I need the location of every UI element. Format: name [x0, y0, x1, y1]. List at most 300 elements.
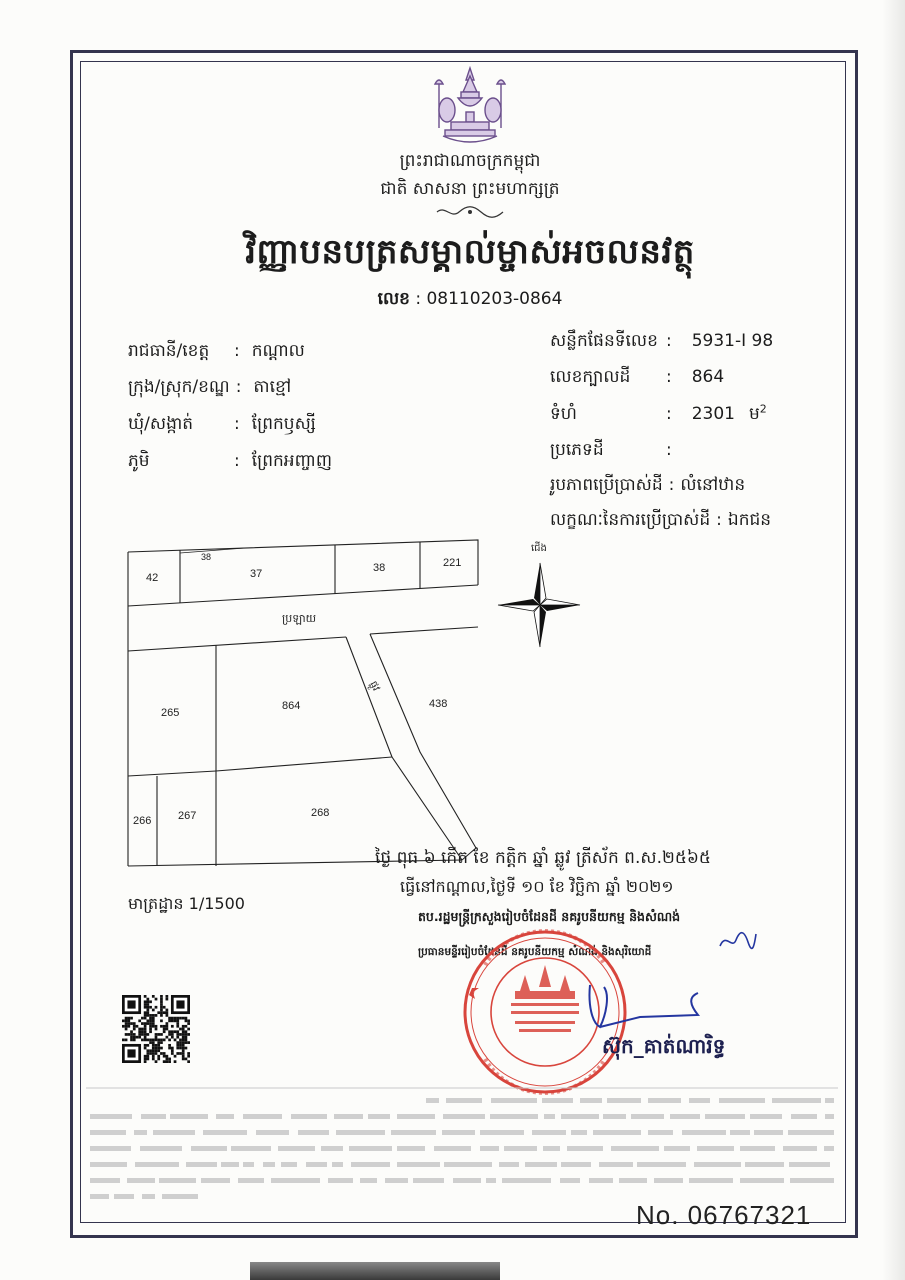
qr-module	[176, 1041, 179, 1044]
qr-module	[155, 1044, 158, 1047]
qr-module	[125, 1028, 128, 1031]
fine-print-line	[599, 1162, 633, 1167]
qr-module	[176, 1036, 179, 1039]
fine-print-line	[90, 1194, 109, 1199]
fine-print-line	[580, 1098, 602, 1103]
fine-print-line	[504, 1146, 537, 1151]
parcel-label: 37	[250, 568, 263, 580]
separator: :	[235, 377, 242, 397]
qr-module	[174, 1039, 177, 1042]
qr-module	[152, 1044, 155, 1047]
fine-print-line	[637, 1162, 686, 1167]
land-use-row	[550, 474, 745, 499]
fine-print-line	[271, 1178, 320, 1183]
qr-module	[149, 1014, 152, 1017]
fine-print-line	[203, 1130, 247, 1135]
qr-module	[171, 1049, 174, 1052]
parcel-label: 266	[133, 815, 152, 827]
qr-module	[179, 1052, 182, 1055]
parcel-label: 268	[311, 807, 330, 819]
qr-module	[144, 1033, 147, 1036]
qr-module	[146, 1022, 149, 1025]
qr-finder	[127, 1000, 135, 1008]
qr-module	[185, 1033, 188, 1036]
fine-print-line	[825, 1114, 834, 1119]
qr-module	[152, 1055, 155, 1058]
qr-module	[149, 1017, 152, 1020]
fine-print-line	[142, 1194, 155, 1199]
fine-print-line	[730, 1130, 750, 1135]
qr-module	[146, 1000, 149, 1003]
qr-module	[136, 1036, 139, 1039]
qr-module	[182, 1025, 185, 1028]
certificate-title: វិញ្ញាបនបត្រសម្គាល់ម្ចាស់អចលនវត្ថុ	[245, 232, 695, 272]
qr-module	[160, 1006, 163, 1009]
land-type-label: ប្រភេទដី	[550, 440, 604, 460]
road-label: ផ្លូវ	[367, 679, 382, 693]
qr-module	[171, 1033, 174, 1036]
qr-module	[130, 1017, 133, 1020]
qr-module	[146, 1033, 149, 1036]
qr-module	[179, 1047, 182, 1050]
qr-module	[174, 1017, 177, 1020]
fine-print-line	[444, 1162, 492, 1167]
fine-print-line	[216, 1114, 234, 1119]
qr-module	[160, 1009, 163, 1012]
qr-module	[187, 1028, 190, 1031]
qr-module	[149, 1006, 152, 1009]
qr-module	[176, 1052, 179, 1055]
fine-print-line	[480, 1130, 524, 1135]
qr-module	[146, 1014, 149, 1017]
qr-module	[152, 1041, 155, 1044]
qr-module	[144, 1036, 147, 1039]
qr-module	[157, 1058, 160, 1061]
qr-module	[152, 1052, 155, 1055]
qr-module	[160, 1000, 163, 1003]
qr-module	[157, 1033, 160, 1036]
qr-module	[125, 1017, 128, 1020]
fine-print-line	[544, 1114, 555, 1119]
fine-print-line	[745, 1162, 784, 1167]
map-sheet-row	[550, 330, 773, 355]
qr-module	[155, 1025, 158, 1028]
fine-print-line	[134, 1130, 147, 1135]
issuing-office: ប្រធានមន្ទីររៀបចំដែនដី នគរូបនីយកម្ម សំណង់ និងសុរិយោដី	[418, 946, 652, 958]
fine-print-line	[740, 1178, 784, 1183]
fine-print-line	[391, 1130, 436, 1135]
qr-module	[130, 1039, 133, 1042]
qr-module	[127, 1022, 130, 1025]
qr-module	[125, 1039, 128, 1042]
qr-module	[163, 1060, 166, 1063]
use-character-value: ឯកជន	[727, 510, 772, 530]
qr-module	[130, 1030, 133, 1033]
parcel-label: 265	[161, 707, 180, 719]
qr-module	[166, 1036, 169, 1039]
qr-module	[163, 1030, 166, 1033]
qr-module	[185, 1030, 188, 1033]
qr-module	[144, 995, 147, 998]
qr-module	[166, 1014, 169, 1017]
qr-module	[176, 1044, 179, 1047]
qr-module	[160, 1019, 163, 1022]
parcel-label: 38	[201, 552, 212, 562]
royal-emblem-icon	[425, 66, 515, 148]
fine-print-line	[281, 1162, 297, 1167]
fine-print-line	[397, 1114, 435, 1119]
qr-module	[185, 1047, 188, 1050]
qr-module	[176, 1017, 179, 1020]
fine-print-line	[788, 1130, 834, 1135]
fine-print-line	[291, 1114, 327, 1119]
qr-module	[174, 1019, 177, 1022]
district-label: ក្រុង/ស្រុក/ខណ្ឌ	[128, 377, 230, 397]
fine-print-line	[243, 1114, 282, 1119]
fine-print-line	[191, 1146, 227, 1151]
qr-module	[141, 1028, 144, 1031]
qr-module	[127, 1025, 130, 1028]
commune-value: ព្រែកឫស្សី	[251, 414, 316, 434]
qr-finder	[176, 1000, 184, 1008]
fine-print-line	[434, 1146, 471, 1151]
qr-module	[157, 1044, 160, 1047]
qr-module	[182, 1033, 185, 1036]
qr-module	[152, 1017, 155, 1020]
qr-module	[155, 1039, 158, 1042]
qr-module	[157, 1047, 160, 1050]
qr-module	[168, 1033, 171, 1036]
qr-module	[152, 1014, 155, 1017]
separator: :	[716, 510, 722, 530]
fine-print-line	[201, 1178, 230, 1183]
fine-print-line	[385, 1178, 408, 1183]
qr-module	[166, 1025, 169, 1028]
qr-module	[138, 1019, 141, 1022]
qr-module	[176, 1019, 179, 1022]
area-row	[550, 402, 767, 428]
fine-print-line	[689, 1178, 733, 1183]
qr-module	[152, 1039, 155, 1042]
certificate-number-value: 08110203-0864	[426, 289, 563, 309]
qr-module	[146, 1011, 149, 1014]
fine-print-line	[243, 1162, 254, 1167]
fine-print	[86, 1086, 838, 1216]
qr-module	[127, 1019, 130, 1022]
qr-module	[155, 1047, 158, 1050]
fine-print-line	[90, 1162, 127, 1167]
qr-module	[174, 1060, 177, 1063]
land-use-label: រូបភាពប្រើប្រាស់ដី	[550, 475, 663, 495]
qr-module	[187, 1033, 190, 1036]
fine-print-line	[397, 1146, 425, 1151]
qr-module	[152, 1019, 155, 1022]
scale-label: មាត្រដ្ឋាន	[128, 894, 184, 913]
qr-module	[163, 1006, 166, 1009]
qr-module	[133, 1028, 136, 1031]
fine-print-line	[298, 1130, 329, 1135]
qr-module	[168, 1039, 171, 1042]
qr-module	[182, 1049, 185, 1052]
fine-print-line	[772, 1098, 821, 1103]
fine-print-line	[491, 1098, 537, 1103]
qr-module	[152, 1049, 155, 1052]
fine-print-line	[525, 1162, 557, 1167]
qr-module	[168, 1060, 171, 1063]
qr-module	[155, 1049, 158, 1052]
lunar-date: ថ្ងៃ ពុធ ៦ កើត ខែ កត្តិក ឆ្នាំ ឆ្លូវ ត្រីស័ក ព.ស.២៥៦៥	[375, 848, 711, 868]
fine-print-line	[682, 1130, 726, 1135]
qr-code	[122, 995, 190, 1063]
qr-module	[160, 998, 163, 1001]
qr-module	[160, 1003, 163, 1006]
fine-print-line	[607, 1098, 641, 1103]
fine-print-line	[664, 1146, 690, 1151]
qr-module	[163, 1039, 166, 1042]
qr-module	[144, 1030, 147, 1033]
fine-print-line	[825, 1098, 834, 1103]
qr-module	[152, 995, 155, 998]
village-value: ព្រែកអញ្ចាញ	[251, 451, 333, 471]
qr-module	[160, 1014, 163, 1017]
qr-module	[144, 1014, 147, 1017]
qr-module	[146, 1044, 149, 1047]
fine-print-line	[443, 1114, 485, 1119]
land-use-value: លំនៅឋាន	[680, 475, 746, 495]
fine-print-line	[413, 1178, 444, 1183]
qr-module	[185, 1041, 188, 1044]
north-label: ជើង	[531, 543, 547, 554]
village-label: ភូមិ	[128, 451, 150, 471]
qr-module	[146, 998, 149, 1001]
fine-print-line	[648, 1098, 681, 1103]
qr-module	[182, 1028, 185, 1031]
fine-print-line	[127, 1178, 155, 1183]
qr-module	[130, 1033, 133, 1036]
qr-module	[146, 1052, 149, 1055]
qr-module	[149, 1039, 152, 1042]
fine-print-line	[824, 1146, 834, 1151]
qr-module	[166, 998, 169, 1001]
fine-print-line	[603, 1114, 626, 1119]
qr-module	[146, 1009, 149, 1012]
qr-module	[152, 1058, 155, 1061]
fine-print-line	[170, 1114, 208, 1119]
qr-module	[144, 1060, 147, 1063]
qr-module	[166, 995, 169, 998]
qr-module	[152, 1022, 155, 1025]
parcel-label: 38	[373, 562, 386, 574]
qr-module	[166, 1055, 169, 1058]
qr-module	[138, 1028, 141, 1031]
fine-print-line	[263, 1162, 275, 1167]
qr-module	[182, 1058, 185, 1061]
qr-module	[146, 1039, 149, 1042]
qr-module	[168, 1047, 171, 1050]
qr-module	[155, 998, 158, 1001]
province-value: កណ្ដាល	[251, 341, 305, 361]
qr-module	[160, 1011, 163, 1014]
separator: :	[415, 289, 422, 309]
qr-module	[127, 1017, 130, 1020]
cadastral-map	[120, 530, 600, 875]
fine-print-line	[593, 1130, 641, 1135]
qr-module	[187, 1055, 190, 1058]
qr-module	[163, 1025, 166, 1028]
fine-print-line	[442, 1130, 475, 1135]
fine-print-line	[619, 1178, 647, 1183]
qr-module	[185, 1025, 188, 1028]
separator: :	[666, 440, 672, 460]
north-arrow-icon	[498, 541, 580, 647]
qr-module	[174, 1030, 177, 1033]
qr-module	[160, 1033, 163, 1036]
serial-number: No. 06767321	[636, 1200, 812, 1230]
fine-print-line	[114, 1194, 134, 1199]
qr-module	[133, 1022, 136, 1025]
qr-module	[168, 1030, 171, 1033]
qr-module	[182, 1039, 185, 1042]
fine-print-line	[480, 1146, 499, 1151]
qr-module	[174, 1055, 177, 1058]
scale-value: 1/1500	[188, 894, 245, 913]
parcel-number-row	[550, 366, 724, 391]
separator: :	[666, 403, 672, 424]
commune-label: ឃុំ/សង្កាត់	[128, 414, 194, 434]
qr-module	[152, 1009, 155, 1012]
qr-module	[185, 1036, 188, 1039]
area-label: ទំហំ	[550, 403, 577, 424]
certificate-number	[170, 288, 770, 313]
qr-module	[146, 1058, 149, 1061]
qr-module	[125, 1025, 128, 1028]
signer-name: ស៊ុក_គាត់ណារិទ្ធ	[602, 1034, 726, 1058]
parcel-label: 864	[282, 700, 301, 712]
fine-print-line	[502, 1178, 551, 1183]
fine-print-line	[532, 1130, 566, 1135]
qr-module	[138, 1033, 141, 1036]
qr-module	[157, 1041, 160, 1044]
district-row	[128, 376, 291, 401]
qr-module	[166, 1022, 169, 1025]
qr-module	[130, 1022, 133, 1025]
qr-module	[122, 1019, 125, 1022]
fine-print-line	[90, 1114, 132, 1119]
area-value: 2301	[691, 403, 735, 424]
fine-print-line	[90, 1178, 120, 1183]
qr-module	[125, 1033, 128, 1036]
qr-module	[144, 1000, 147, 1003]
qr-module	[149, 1028, 152, 1031]
qr-finder	[127, 1049, 135, 1057]
qr-module	[149, 1049, 152, 1052]
qr-module	[155, 1014, 158, 1017]
qr-module	[168, 1044, 171, 1047]
qr-module	[182, 1044, 185, 1047]
qr-module	[141, 1017, 144, 1020]
issuing-authority: តប.រដ្ឋមន្ត្រីក្រសួងរៀបចំដែនដី នគរូបនីយកម្ម និងសំណង់	[418, 909, 681, 924]
qr-module	[176, 1033, 179, 1036]
qr-module	[141, 1022, 144, 1025]
qr-module	[179, 1017, 182, 1020]
parcel-label: 42	[146, 572, 159, 584]
separator: :	[666, 331, 672, 351]
fine-print-line	[561, 1114, 599, 1119]
qr-module	[187, 1022, 190, 1025]
qr-module	[136, 1025, 139, 1028]
land-type-row	[550, 439, 692, 464]
qr-module	[171, 1017, 174, 1020]
fine-print-line	[560, 1178, 580, 1183]
fine-print-line	[697, 1146, 734, 1151]
qr-module	[171, 1047, 174, 1050]
district-value: តាខ្មៅ	[253, 377, 292, 397]
qr-module	[187, 1041, 190, 1044]
qr-module	[182, 1036, 185, 1039]
qr-module	[179, 1039, 182, 1042]
fine-print-line	[426, 1098, 439, 1103]
initial-signature-icon	[718, 928, 758, 954]
qr-module	[155, 1052, 158, 1055]
qr-module	[144, 1039, 147, 1042]
map-scale	[128, 893, 245, 917]
qr-module	[160, 1039, 163, 1042]
qr-module	[166, 1011, 169, 1014]
fine-print-line	[499, 1162, 519, 1167]
fine-print-line	[221, 1162, 239, 1167]
qr-module	[141, 1039, 144, 1042]
qr-module	[144, 1058, 147, 1061]
qr-module	[149, 1025, 152, 1028]
qr-module	[149, 1030, 152, 1033]
map-sheet-label: សន្លឹកផែនទីលេខ	[550, 331, 658, 351]
qr-module	[144, 1047, 147, 1050]
parcel-number-value: 864	[691, 367, 725, 387]
fine-print-line	[486, 1178, 496, 1183]
qr-module	[146, 1019, 149, 1022]
fine-print-line	[754, 1130, 783, 1135]
province-label: រាជធានី/ខេត្ត	[128, 341, 210, 361]
area-unit	[749, 404, 767, 424]
use-character-label: លក្ខណៈនៃការប្រើប្រាស់ដី	[550, 510, 711, 530]
scan-edge-bottom	[250, 1262, 500, 1280]
qr-module	[187, 1060, 190, 1063]
qr-module	[144, 1006, 147, 1009]
fine-print-line	[648, 1130, 673, 1135]
fine-print-line	[351, 1162, 390, 1167]
qr-module	[166, 1060, 169, 1063]
area-unit-exponent: 2	[759, 402, 767, 415]
fine-print-line	[397, 1162, 440, 1167]
fine-print-line	[140, 1146, 182, 1151]
fine-print-line	[611, 1146, 659, 1151]
parcel-label: 221	[443, 557, 462, 569]
qr-module	[144, 1055, 147, 1058]
fine-print-line	[561, 1162, 591, 1167]
fine-print-line	[791, 1114, 817, 1119]
fine-print-line	[153, 1130, 195, 1135]
separator: :	[234, 341, 240, 361]
qr-module	[182, 1041, 185, 1044]
qr-module	[166, 1009, 169, 1012]
qr-module	[149, 1019, 152, 1022]
fine-print-line	[135, 1162, 179, 1167]
qr-module	[187, 1019, 190, 1022]
fine-print-line	[321, 1146, 343, 1151]
fine-print-line	[278, 1146, 315, 1151]
qr-module	[171, 1025, 174, 1028]
qr-module	[166, 1058, 169, 1061]
